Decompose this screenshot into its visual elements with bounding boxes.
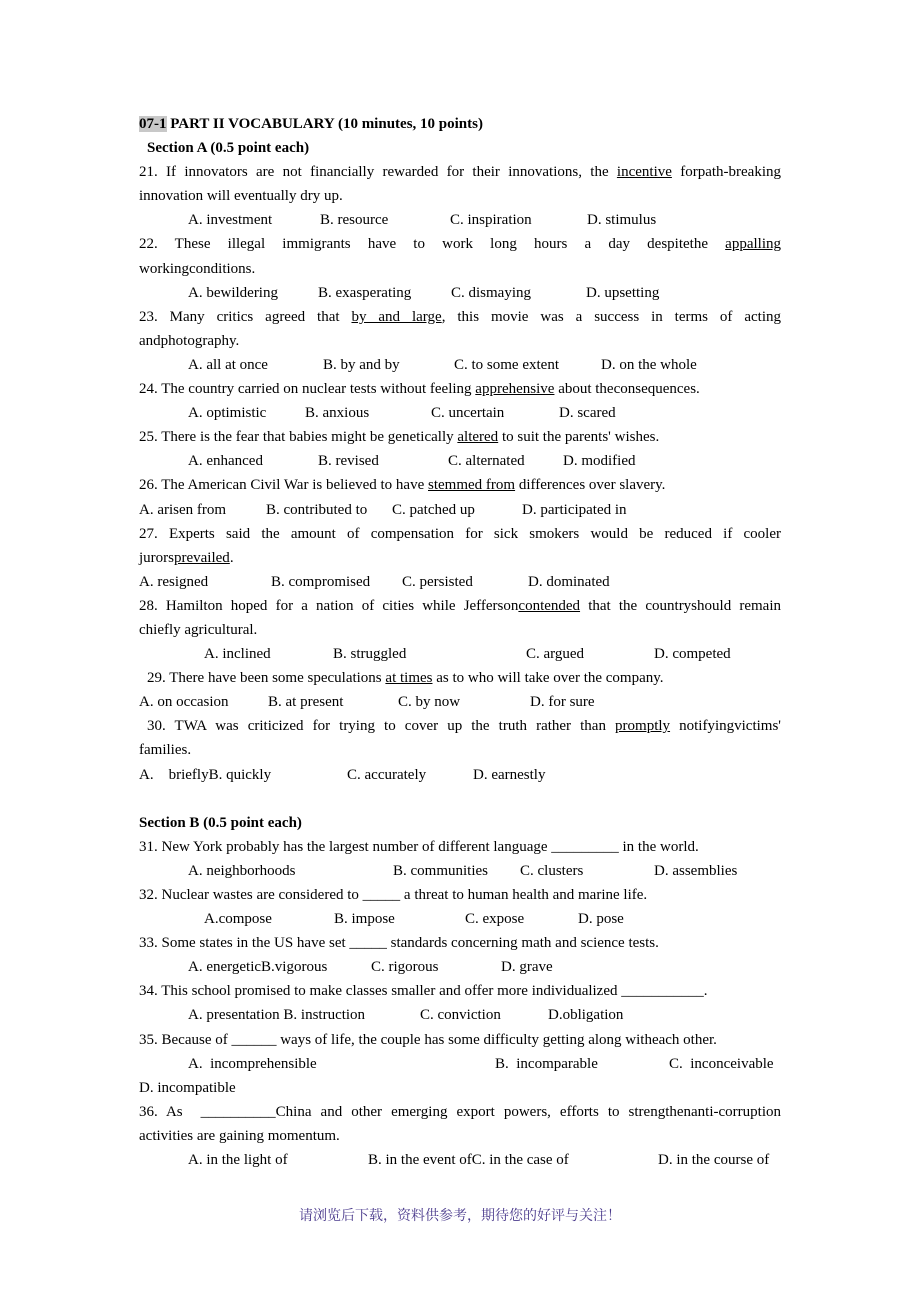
option-d: D. assemblies [654, 862, 738, 879]
q23-options [139, 353, 781, 377]
option-d: D. stimulus [587, 212, 657, 229]
option-a: A. inclined [204, 646, 271, 663]
q27-options [139, 570, 781, 594]
option-d: D. modified [563, 453, 636, 470]
q23-stem-cont: andphotography. [139, 332, 240, 349]
option-a: A. bewildering [188, 284, 278, 301]
option-d: D. scared [559, 405, 616, 422]
option-b: B. struggled [333, 646, 407, 663]
option-b: B. exasperating [318, 284, 412, 301]
option-b: B. compromised [271, 573, 371, 590]
section-b-heading: Section B (0.5 point each) [139, 814, 302, 831]
q26-options [139, 498, 781, 522]
q29-stem: 29. There have been some speculations at times as to who will take over the company. [147, 670, 664, 687]
option-c: C. inconceivable [669, 1055, 774, 1072]
q32-options [139, 907, 781, 931]
q28-stem: 28. Hamilton hoped for a nation of cities while Jeffersoncontended that the countryshould remain [139, 597, 781, 614]
option-c: C. argued [526, 646, 585, 663]
option-c: C. clusters [520, 862, 584, 879]
footer-note: 请浏览后下载，资料供参考，期待您的好评与关注！ [299, 1208, 621, 1224]
option-a: A. all at once [188, 356, 268, 373]
option-a: A. investment [188, 212, 273, 229]
q21-stem-cont: innovation will eventually dry up. [139, 188, 343, 205]
option-a: A. in the light of [188, 1152, 288, 1169]
q35-stem: 35. Because of ______ ways of life, the couple has some difficulty getting along witheach other. [139, 1031, 717, 1048]
option-a: A. enhanced [188, 453, 263, 470]
option-b: B. incomparable [495, 1055, 598, 1072]
option-b: B. anxious [305, 405, 370, 422]
option-c: C. to some extent [454, 356, 559, 373]
q24-stem: 24. The country carried on nuclear tests without feeling apprehensive about theconsequences. [139, 381, 700, 398]
option-d: D. for sure [530, 694, 595, 711]
option-c: C. accurately [347, 766, 427, 783]
option-d: D.obligation [548, 1007, 624, 1024]
q25-options [139, 449, 781, 473]
option-d: D. competed [654, 646, 731, 663]
q30-stem: 30. TWA was criticized for trying to cover up the truth rather than promptly notifyingvictims' [147, 718, 781, 735]
option-c: C. persisted [402, 573, 473, 590]
option-c: C. dismaying [451, 284, 532, 301]
option-b: B. by and by [323, 356, 400, 373]
q21-options [139, 208, 781, 232]
q27-stem: 27. Experts said the amount of compensation for sick smokers would be reduced if cooler [139, 525, 781, 542]
option-c: C. uncertain [431, 405, 505, 422]
option-a-b: A. brieflyB. quickly [139, 766, 272, 783]
q32-stem: 32. Nuclear wastes are considered to _____ a threat to human health and marine life. [139, 887, 648, 903]
option-c: C. rigorous [371, 959, 439, 976]
option-a: A. incomprehensible [188, 1055, 317, 1072]
q30-stem-cont: families. [139, 742, 192, 759]
option-c: C. conviction [420, 1007, 501, 1024]
q36-stem: 36. As __________China and other emerging export powers, efforts to strengthenanti-corruption [139, 1103, 781, 1120]
option-b: B. revised [318, 453, 379, 470]
option-b: B. contributed to [266, 501, 368, 518]
q36-stem-cont: activities are gaining momentum. [139, 1127, 340, 1144]
option-c: C. patched up [392, 501, 475, 518]
option-d: D. dominated [528, 573, 610, 590]
option-c: C. inspiration [450, 212, 532, 229]
option-a: A. optimistic [188, 405, 267, 422]
option-b: B. at present [268, 694, 344, 711]
q22-stem-cont: workingconditions. [139, 260, 256, 277]
q36-options [139, 1148, 781, 1172]
q25-stem: 25. There is the fear that babies might be genetically altered to suit the parents' wishes. [139, 429, 660, 446]
option-d: D. pose [578, 911, 624, 928]
q29-options [139, 690, 781, 714]
option-a: A. resigned [139, 573, 209, 590]
option-a-b: A. presentation B. instruction [188, 1007, 366, 1024]
option-c: C. expose [465, 911, 525, 928]
option-c: C. alternated [448, 453, 525, 470]
heading-tag: 07-1 [139, 116, 167, 132]
q22-stem: 22. These illegal immigrants have to work long hours a day despitethe appalling [139, 236, 781, 253]
document-body [139, 112, 781, 1172]
option-d: D. upsetting [586, 284, 660, 301]
option-c: C. by now [398, 694, 461, 711]
option-a: A. arisen from [139, 501, 227, 518]
option-d: D. grave [501, 959, 553, 976]
option-b: B. resource [320, 212, 389, 229]
q28-options [139, 642, 781, 666]
q30-options [139, 763, 781, 787]
option-a: A. neighborhoods [188, 862, 296, 879]
option-d: D. earnestly [473, 766, 546, 783]
q31-options [139, 859, 781, 883]
q34-stem: 34. This school promised to make classes smaller and offer more individualized ___________. [139, 983, 708, 1000]
q28-stem-cont: chiefly agricultural. [139, 621, 258, 638]
q33-stem: 33. Some states in the US have set _____ standards concerning math and science tests. [139, 935, 659, 952]
section-a-heading: Section A (0.5 point each) [147, 140, 310, 157]
q31-stem: 31. New York probably has the largest number of different language _________ in the world. [139, 838, 699, 855]
option-d: D. in the course of [658, 1152, 770, 1169]
option-a: A. on occasion [139, 694, 229, 711]
option-d: D. participated in [522, 501, 627, 518]
q33-options [139, 955, 781, 979]
q24-options [139, 401, 781, 425]
option-b: B. communities [393, 862, 488, 879]
option-d: D. on the whole [601, 356, 697, 373]
q35-option-d: D. incompatible [139, 1079, 236, 1096]
q35-options [139, 1052, 781, 1076]
option-a: A.compose [204, 911, 272, 928]
option-a-b: A. energeticB.vigorous [188, 959, 328, 976]
q21-stem: 21. If innovators are not financially rewarded for their innovations, the incentive forpath-breaking [139, 164, 781, 181]
option-b: B. impose [334, 911, 395, 928]
q34-options [139, 1003, 781, 1027]
q22-options [139, 281, 781, 305]
option-b-c: B. in the event ofC. in the case of [368, 1152, 569, 1169]
part-heading [139, 112, 781, 136]
q27-stem-cont: jurorsprevailed. [139, 549, 234, 566]
q26-stem: 26. The American Civil War is believed to have stemmed from differences over slavery. [139, 477, 666, 494]
heading-title: PART II VOCABULARY (10 minutes, 10 points) [166, 116, 483, 132]
q23-stem: 23. Many critics agreed that by and large, this movie was a success in terms of acting [139, 308, 781, 325]
